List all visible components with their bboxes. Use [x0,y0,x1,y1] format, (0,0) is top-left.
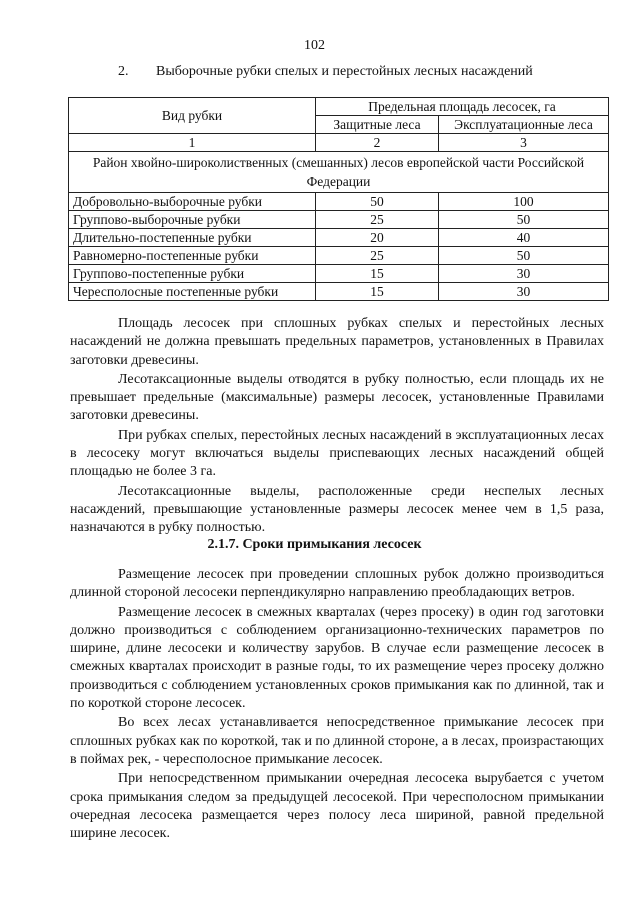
header-protective-forests: Защитные леса [316,116,439,134]
protective-value: 15 [316,283,439,301]
protective-value: 25 [316,247,439,265]
cut-type-name: Длительно-постепенные рубки [69,229,316,247]
exploitation-value: 30 [439,283,609,301]
paragraph: Во всех лесах устанавливается непосредственное примыкание лесосек при сплошных рубках как по короткой, так и по длинной стороне, а в лесах, произрастающих в поймах рек, - чересполосное примыкание лесосек. [70,715,605,767]
header-limit-area: Предельная площадь лесосек, га [316,98,609,116]
table-row [69,247,609,265]
page-number: 102 [304,38,325,53]
paragraph: Площадь лесосек при сплошных рубках спелых и перестойных лесных насаждений не должна превышать предельных параметров, установленных в Правилах заготовки древесины. [70,316,604,368]
paragraph: Лесотаксационные выделы, расположенные среди неспелых лесных насаждений, превышающие установленные размеры лесосек менее чем в 1,5 раза, назначаются в рубку полностью. [70,483,604,536]
column-number: 2 [316,134,439,152]
subsection-title: 2.1.7. Сроки примыкания лесосек [207,537,422,552]
paragraph: При рубках спелых, перестойных лесных насаждений в эксплуатационных лесах в лесосеку могут включаться выделы приспевающих лесных насаждений общей площадью не более 3 га. [70,427,604,480]
cut-type-name: Добровольно-выборочные рубки [69,193,316,211]
section-heading [118,64,533,80]
exploitation-value: 40 [439,229,609,247]
cut-type-name: Группово-выборочные рубки [69,211,316,229]
cut-type-name: Равномерно-постепенные рубки [69,247,316,265]
cut-type-name: Чересполосные постепенные рубки [69,283,316,301]
header-cut-type: Вид рубки [69,98,316,134]
paragraph: Лесотаксационные выделы отводятся в рубку полностью, если площадь их не превышает предельные (максимальные) размеры лесосек, установленные Правилами заготовки древесины. [70,371,604,424]
exploitation-value: 100 [439,193,609,211]
cut-area-table [68,97,609,301]
paragraph: Размещение лесосек при проведении сплошных рубок должно производиться длинной стороной лесосеки перпендикулярно направлению преобладающих ветров. [70,567,604,601]
section-number: 2. [118,64,129,79]
exploitation-value: 50 [439,211,609,229]
table-row [69,283,609,301]
body-text-bottom [70,566,604,844]
protective-value: 20 [316,229,439,247]
exploitation-value: 50 [439,247,609,265]
region-row: Район хвойно-широколиственных (смешанных) лесов европейской части Российской Федерации [69,152,609,193]
protective-value: 50 [316,193,439,211]
protective-value: 15 [316,265,439,283]
exploitation-value: 30 [439,265,609,283]
protective-value: 25 [316,211,439,229]
table-row [69,193,609,211]
column-number: 3 [439,134,609,152]
column-number: 1 [69,134,316,152]
table-row [69,265,609,283]
column-numbering-row [69,134,609,152]
paragraph: При непосредственном примыкании очередная лесосека вырубается с учетом срока примыкания следом за предыдущей лесосекой. При чересполосном примыкании очередная лесосека размещается через полосу леса шириной, равной предельной ширине лесосек. [70,771,604,842]
table-row [69,211,609,229]
cut-type-name: Группово-постепенные рубки [69,265,316,283]
table-row [69,229,609,247]
header-exploitation-forests: Эксплуатационные леса [439,116,609,134]
section-title: Выборочные рубки спелых и перестойных лесных насаждений [156,64,533,79]
paragraph: Размещение лесосек в смежных кварталах (через просеку) в один год заготовки должно производиться с соблюдением организационно-технических параметров по ширине, длине лесосеки и количеству зарубов. В случае если размещение лесосек в смежных кварталах происходит в разные годы, то их размещение через просеку должно производиться с соблюдением установленных сроков примыкания как по длинной, так и по короткой стороне лесосек. [70,604,604,712]
body-text-top [70,315,604,539]
